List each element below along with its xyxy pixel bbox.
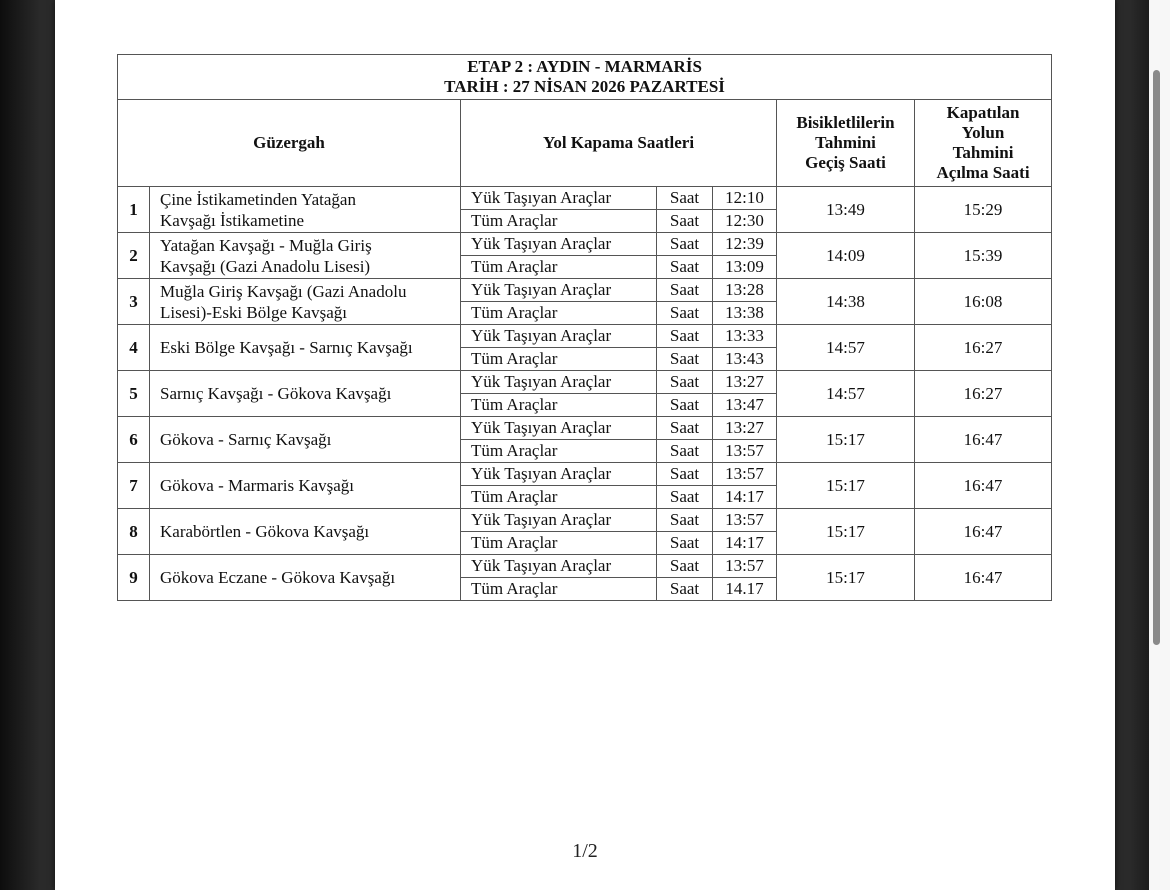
route-line1: Çine İstikametinden Yatağan <box>160 189 356 209</box>
route-line1: Yatağan Kavşağı - Muğla Giriş <box>160 235 372 255</box>
closure-time-cargo: 12:10 <box>713 187 777 210</box>
vehicle-type-all: Tüm Araçlar <box>461 210 657 233</box>
scrollbar-thumb[interactable] <box>1153 70 1160 645</box>
reopen-time: 15:39 <box>915 233 1052 279</box>
route-cell <box>150 371 461 417</box>
cyclist-pass-time: 14:09 <box>777 233 915 279</box>
reopen-time: 16:47 <box>915 555 1052 601</box>
closure-time-cargo: 13:28 <box>713 279 777 302</box>
cyclist-pass-time: 14:57 <box>777 325 915 371</box>
vehicle-type-cargo: Yük Taşıyan Araçlar <box>461 371 657 394</box>
closure-time-cargo: 13:33 <box>713 325 777 348</box>
route-cell <box>150 279 461 325</box>
row-number: 7 <box>118 463 150 509</box>
header-cyclist-pass-line2: Tahmini <box>815 133 876 152</box>
reopen-time: 15:29 <box>915 187 1052 233</box>
route-cell <box>150 509 461 555</box>
route-cell <box>150 325 461 371</box>
closure-time-cargo: 13:57 <box>713 463 777 486</box>
cyclist-pass-time: 15:17 <box>777 463 915 509</box>
saat-label: Saat <box>657 463 713 486</box>
vehicle-type-all: Tüm Araçlar <box>461 532 657 555</box>
vehicle-type-all: Tüm Araçlar <box>461 486 657 509</box>
table-row <box>118 463 1052 486</box>
row-number: 6 <box>118 417 150 463</box>
header-closure-times: Yol Kapama Saatleri <box>461 100 777 187</box>
route-line1: Muğla Giriş Kavşağı (Gazi Anadolu <box>160 281 407 301</box>
route-cell <box>150 417 461 463</box>
header-cyclist-pass-line1: Bisikletlilerin <box>796 113 895 132</box>
route-line1: Sarnıç Kavşağı - Gökova Kavşağı <box>160 384 392 403</box>
header-cyclist-pass-line3: Geçiş Saati <box>805 153 886 172</box>
closure-time-all: 13:09 <box>713 256 777 279</box>
table-row <box>118 371 1052 394</box>
saat-label: Saat <box>657 417 713 440</box>
route-line1: Gökova Eczane - Gökova Kavşağı <box>160 568 396 587</box>
vehicle-type-cargo: Yük Taşıyan Araçlar <box>461 417 657 440</box>
saat-label: Saat <box>657 555 713 578</box>
row-number: 1 <box>118 187 150 233</box>
schedule-table <box>117 54 1052 601</box>
row-number: 8 <box>118 509 150 555</box>
cyclist-pass-time: 14:38 <box>777 279 915 325</box>
table-row <box>118 279 1052 302</box>
date-title: TARİH : 27 NİSAN 2026 PAZARTESİ <box>444 77 725 96</box>
route-line1: Karabörtlen - Gökova Kavşağı <box>160 522 370 541</box>
closure-time-all: 13:43 <box>713 348 777 371</box>
row-number: 2 <box>118 233 150 279</box>
route-cell <box>150 555 461 601</box>
header-reopen-line4: Açılma Saati <box>936 163 1030 182</box>
row-number: 3 <box>118 279 150 325</box>
vehicle-type-all: Tüm Araçlar <box>461 578 657 601</box>
route-line1: Gökova - Marmaris Kavşağı <box>160 476 355 495</box>
row-number: 5 <box>118 371 150 417</box>
closure-time-all: 14:17 <box>713 532 777 555</box>
reopen-time: 16:27 <box>915 371 1052 417</box>
table-row <box>118 325 1052 348</box>
cyclist-pass-time: 14:57 <box>777 371 915 417</box>
route-line2: Lisesi)-Eski Bölge Kavşağı <box>160 302 347 322</box>
page-number: 1/2 <box>572 840 598 862</box>
saat-label: Saat <box>657 532 713 555</box>
saat-label: Saat <box>657 279 713 302</box>
header-reopen-line3: Tahmini <box>952 143 1014 162</box>
reopen-time: 16:47 <box>915 463 1052 509</box>
header-reopen-line2: Yolun <box>961 123 1005 142</box>
closure-time-cargo: 13:27 <box>713 417 777 440</box>
vehicle-type-all: Tüm Araçlar <box>461 394 657 417</box>
route-line1: Eski Bölge Kavşağı - Sarnıç Kavşağı <box>160 338 413 357</box>
vehicle-type-cargo: Yük Taşıyan Araçlar <box>461 325 657 348</box>
table-row <box>118 233 1052 256</box>
vehicle-type-cargo: Yük Taşıyan Araçlar <box>461 187 657 210</box>
saat-label: Saat <box>657 233 713 256</box>
saat-label: Saat <box>657 578 713 601</box>
closure-time-cargo: 13:57 <box>713 509 777 532</box>
route-cell <box>150 233 461 279</box>
cyclist-pass-time: 13:49 <box>777 187 915 233</box>
route-cell <box>150 463 461 509</box>
route-line2: Kavşağı (Gazi Anadolu Lisesi) <box>160 256 371 276</box>
route-line1: Gökova - Sarnıç Kavşağı <box>160 430 332 449</box>
saat-label: Saat <box>657 440 713 463</box>
saat-label: Saat <box>657 394 713 417</box>
closure-time-all: 13:38 <box>713 302 777 325</box>
vehicle-type-all: Tüm Araçlar <box>461 302 657 325</box>
vehicle-type-cargo: Yük Taşıyan Araçlar <box>461 233 657 256</box>
closure-time-all: 14:17 <box>713 486 777 509</box>
header-row <box>118 100 1052 187</box>
saat-label: Saat <box>657 210 713 233</box>
closure-time-all: 12:30 <box>713 210 777 233</box>
table-row <box>118 417 1052 440</box>
table-row <box>118 187 1052 210</box>
title-row <box>118 55 1052 100</box>
closure-time-all: 14.17 <box>713 578 777 601</box>
vehicle-type-all: Tüm Araçlar <box>461 440 657 463</box>
closure-time-cargo: 12:39 <box>713 233 777 256</box>
saat-label: Saat <box>657 302 713 325</box>
table-title <box>118 55 1052 100</box>
closure-time-cargo: 13:57 <box>713 555 777 578</box>
row-number: 9 <box>118 555 150 601</box>
vehicle-type-cargo: Yük Taşıyan Araçlar <box>461 463 657 486</box>
saat-label: Saat <box>657 348 713 371</box>
header-route: Güzergah <box>118 100 461 187</box>
closure-time-all: 13:57 <box>713 440 777 463</box>
schedule-rows <box>118 187 1052 601</box>
cyclist-pass-time: 15:17 <box>777 417 915 463</box>
saat-label: Saat <box>657 256 713 279</box>
saat-label: Saat <box>657 187 713 210</box>
saat-label: Saat <box>657 486 713 509</box>
vehicle-type-all: Tüm Araçlar <box>461 256 657 279</box>
cyclist-pass-time: 15:17 <box>777 555 915 601</box>
vehicle-type-all: Tüm Araçlar <box>461 348 657 371</box>
saat-label: Saat <box>657 325 713 348</box>
closure-time-all: 13:47 <box>713 394 777 417</box>
table-row <box>118 555 1052 578</box>
header-reopen-time <box>915 100 1052 187</box>
saat-label: Saat <box>657 371 713 394</box>
reopen-time: 16:27 <box>915 325 1052 371</box>
route-cell <box>150 187 461 233</box>
row-number: 4 <box>118 325 150 371</box>
cyclist-pass-time: 15:17 <box>777 509 915 555</box>
reopen-time: 16:08 <box>915 279 1052 325</box>
reopen-time: 16:47 <box>915 417 1052 463</box>
header-reopen-line1: Kapatılan <box>946 103 1020 122</box>
vehicle-type-cargo: Yük Taşıyan Araçlar <box>461 279 657 302</box>
route-line2: Kavşağı İstikametine <box>160 210 304 230</box>
vehicle-type-cargo: Yük Taşıyan Araçlar <box>461 509 657 532</box>
saat-label: Saat <box>657 509 713 532</box>
table-row <box>118 509 1052 532</box>
vehicle-type-cargo: Yük Taşıyan Araçlar <box>461 555 657 578</box>
closure-time-cargo: 13:27 <box>713 371 777 394</box>
reopen-time: 16:47 <box>915 509 1052 555</box>
header-cyclist-pass-time <box>777 100 915 187</box>
stage-title: ETAP 2 : AYDIN - MARMARİS <box>467 57 702 76</box>
